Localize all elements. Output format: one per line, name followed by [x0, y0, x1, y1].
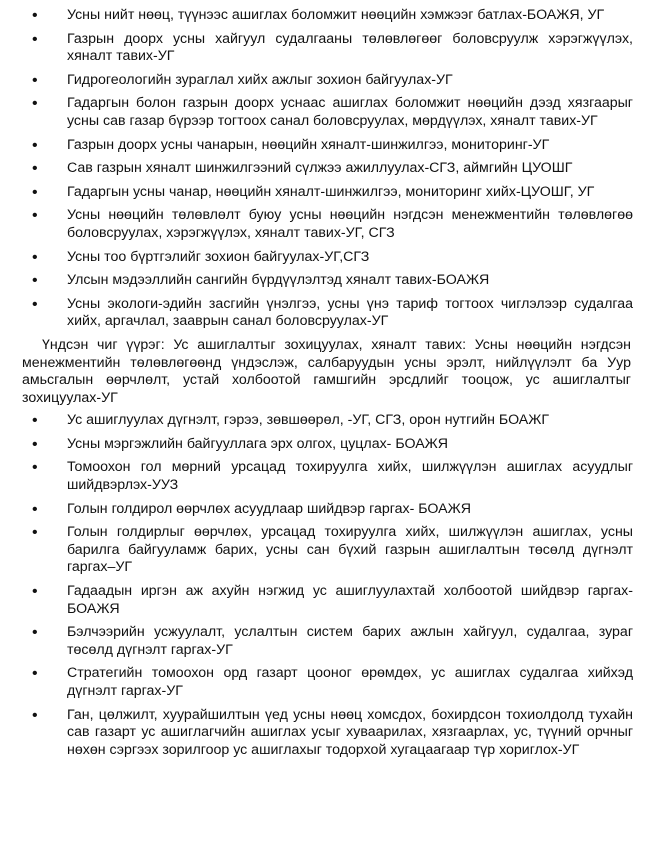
- list-item: • Голын голдирлыг өөрчлөх, урсацад тохируулга хийх, шилжүүлэн ашиглах, усны барилга байгууламж барих, усны сан бүхий газрын ашиглалтын төсөлд дүгнэлт гаргах–УГ: [22, 524, 633, 577]
- list-item: • Ус ашиглуулах дүгнэлт, гэрээ, зөвшөөрөл, -УГ, СГЗ, орон нутгийн БОАЖГ: [22, 412, 633, 430]
- list-item: • Бэлчээрийн усжуулалт, услалтын систем барих ажлын хайгуул, судалгаа, зураг төсөлд дүгнэлт гаргах-УГ: [22, 624, 633, 659]
- list-item: • Улсын мэдээллийн сангийн бүрдүүлэлтэд хяналт тавих-БОАЖЯ: [22, 272, 633, 290]
- list-item: • Томоохон гол мөрний урсацад тохируулга хийх, шилжүүлэн ашиглах асуудлыг шийдвэрлэх-УУЗ: [22, 459, 633, 494]
- list-item: • Ган, цөлжилт, хуурайшилтын үед усны нөөц хомсдох, бохирдсон тохиолдолд тухайн сав газарт ус ашиглагчийн ашиглах усыг хуваарилах, хязгаарлах, ус, түүний орчныг нөхөн сэргээх зорилгоор ус ашиглахыг тодорхой хугацаагаар түр хориглох-УГ: [22, 707, 633, 760]
- list-item: • Гидрогеологийн зураглал хийх ажлыг зохион байгуулах-УГ: [22, 72, 633, 90]
- list-item: • Газрын доорх усны чанарын, нөөцийн хяналт-шинжилгээ, мониторинг-УГ: [22, 137, 633, 155]
- bullet-list-water-use-regulation: [22, 412, 633, 759]
- list-item: • Гадаргын болон газрын доорх уснаас ашиглах боломжит нөөцийн дээд хязгаарыг усны сав газар бүрээр тогтоох санал боловсруулах, мөрдүүлэх, хяналт тавих-УГ: [22, 95, 633, 130]
- list-item: • Усны экологи-эдийн засгийн үнэлгээ, усны үнэ тариф тогтоох чиглэлээр судалгаа хийх, аргачлал, зааврын санал боловсруулах-УГ: [22, 296, 633, 331]
- list-item: • Газрын доорх усны хайгуул судалгааны төлөвлөгөөг боловсруулж хэрэгжүүлэх, хяналт тавих-УГ: [22, 31, 633, 66]
- list-item: • Голын голдирол өөрчлөх асуудлаар шийдвэр гаргах- БОАЖЯ: [22, 501, 633, 519]
- list-item: • Усны нөөцийн төлөвлөлт буюу усны нөөцийн нэгдсэн менежментийн төлөвлөгөө боловсруулах, хэрэгжүүлэх, хяналт тавих-УГ, СГЗ: [22, 207, 633, 242]
- main-function-paragraph: Үндсэн чиг үүрэг: Ус ашиглалтыг зохицуулах, хяналт тавих: Усны нөөцийн нэгдсэн менежментийн төлөвлөгөөнд үндэслэж, салбаруудын усны эрэлт, нийлүүлэлт ба Уур амьсгалын өөрчлөлт, устай холбоотой гамшгийн эрсдлийг тооцож, ус ашиглалтыг зохицуулах-УГ: [22, 336, 631, 406]
- list-item: • Гадаадын иргэн аж ахуйн нэгжид ус ашиглуулахтай холбоотой шийдвэр гаргах-БОАЖЯ: [22, 583, 633, 618]
- list-item: • Усны нийт нөөц, түүнээс ашиглах боломжит нөөцийн хэмжээг батлах-БОАЖЯ, УГ: [22, 7, 633, 25]
- list-item: • Гадаргын усны чанар, нөөцийн хяналт-шинжилгээ, мониторинг хийх-ЦУОШГ, УГ: [22, 184, 633, 202]
- list-item: • Усны мэргэжлийн байгууллага эрх олгох, цуцлах- БОАЖЯ: [22, 436, 633, 454]
- list-item: • Стратегийн томоохон орд газарт цооног өрөмдөх, ус ашиглах судалгаа хийхэд дүгнэлт гаргах-УГ: [22, 665, 633, 700]
- list-item: • Сав газрын хяналт шинжилгээний сүлжээ ажиллуулах-СГЗ, аймгийн ЦУОШГ: [22, 160, 633, 178]
- bullet-list-responsibilities: [22, 7, 633, 331]
- list-item: • Усны тоо бүртгэлийг зохион байгуулах-УГ,СГЗ: [22, 249, 633, 267]
